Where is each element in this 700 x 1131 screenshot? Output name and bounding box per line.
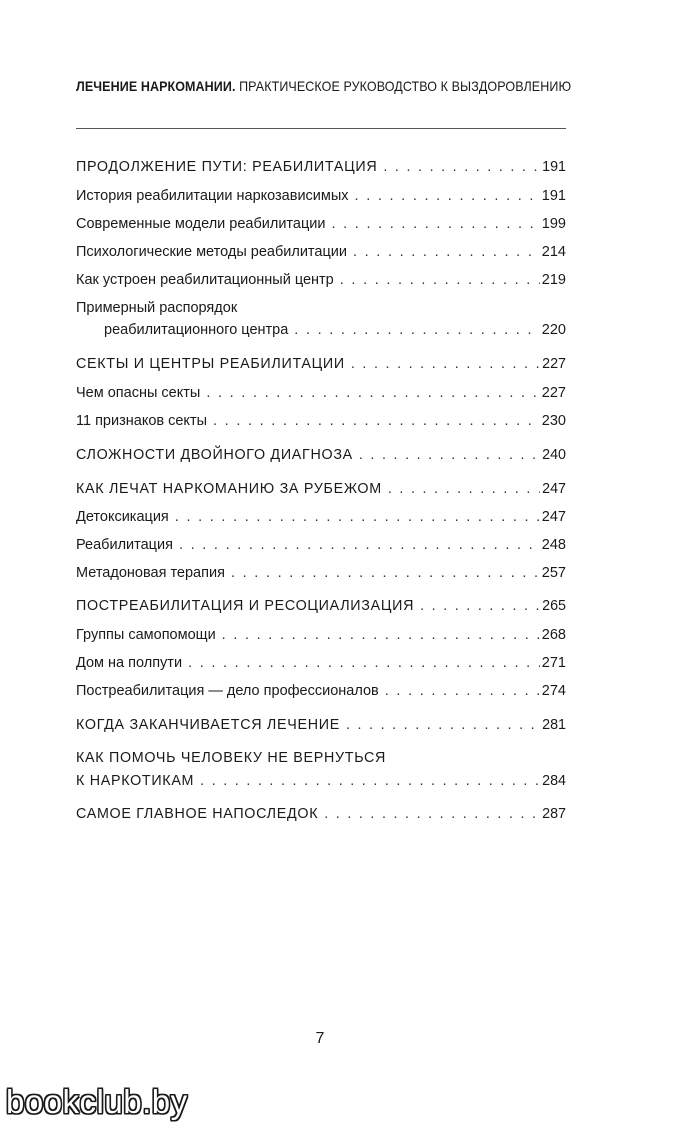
toc-chapter-entry[interactable]	[76, 446, 566, 464]
toc-entry-page: 214	[541, 244, 566, 260]
toc-entry-page: 248	[541, 537, 566, 553]
toc-leader-dots	[388, 480, 540, 498]
toc-chapter-entry[interactable]	[76, 716, 566, 734]
toc-section-entry[interactable]	[76, 412, 566, 430]
toc-chapter-entry[interactable]	[76, 158, 566, 176]
toc-entry-page: 268	[541, 627, 566, 643]
toc-entry-page: 191	[542, 159, 566, 175]
toc-entry-title: Дом на полпути	[76, 655, 183, 671]
toc-entry-title: КОГДА ЗАКАНЧИВАЕТСЯ ЛЕЧЕНИЕ	[76, 717, 340, 733]
header-rule	[76, 128, 566, 129]
toc-entry-page: 265	[542, 598, 566, 614]
toc-entry-page: 274	[541, 683, 566, 699]
toc-leader-dots	[188, 654, 540, 672]
toc-section-entry[interactable]	[76, 271, 566, 289]
toc-leader-dots	[359, 446, 540, 464]
toc-chapter-entry[interactable]	[76, 480, 566, 498]
toc-entry-page: 247	[542, 481, 566, 497]
toc-leader-dots	[200, 772, 540, 790]
toc-entry-title: Детоксикация	[76, 509, 169, 525]
toc-leader-dots	[420, 597, 540, 615]
toc-entry-page: 271	[541, 655, 566, 671]
toc-section-entry[interactable]	[76, 564, 566, 582]
toc-leader-dots	[331, 215, 539, 233]
toc-entry-title: 11 признаков секты	[76, 413, 208, 429]
toc-entry-title: Современные модели реабилитации	[76, 216, 326, 232]
toc-leader-dots	[294, 321, 540, 339]
toc-leader-dots	[355, 187, 540, 205]
toc-leader-dots	[383, 158, 540, 176]
toc-section-entry[interactable]	[76, 215, 566, 233]
toc-chapter-entry[interactable]	[76, 772, 566, 790]
toc-section-entry[interactable]	[76, 508, 566, 526]
toc-entry-title: реабилитационного центра	[104, 322, 289, 338]
toc-entry-title: История реабилитации наркозависимых	[76, 188, 349, 204]
toc-leader-dots	[385, 682, 540, 700]
toc-entry-page: 284	[542, 773, 566, 789]
toc-entry-title: КАК ЛЕЧАТ НАРКОМАНИЮ ЗА РУБЕЖОМ	[76, 481, 382, 497]
toc-entry-page: 199	[541, 216, 566, 232]
toc-leader-dots	[340, 271, 540, 289]
toc-section-entry[interactable]	[76, 321, 566, 339]
toc-entry-page: 219	[541, 272, 566, 288]
running-head-subtitle: ПРАКТИЧЕСКОЕ РУКОВОДСТВО К ВЫЗДОРОВЛЕНИЮ	[235, 79, 572, 94]
toc-entry-page: 227	[542, 356, 566, 372]
toc-leader-dots	[351, 355, 540, 373]
toc-entry-title: СЛОЖНОСТИ ДВОЙНОГО ДИАГНОЗА	[76, 447, 353, 463]
toc-leader-dots	[213, 412, 540, 430]
toc-section-entry[interactable]	[76, 626, 566, 644]
toc-leader-dots	[231, 564, 540, 582]
toc-entry-page: 191	[541, 188, 566, 204]
page-number: 7	[315, 1030, 325, 1047]
toc-leader-dots	[206, 384, 539, 402]
toc-chapter-entry[interactable]	[76, 355, 566, 373]
toc-entry-title: Постреабилитация — дело профессионалов	[76, 683, 379, 699]
toc-leader-dots	[179, 536, 540, 554]
toc-entry-title: Чем опасны секты	[76, 385, 201, 401]
toc-entry-title-line1: Примерный распорядок	[76, 300, 238, 316]
toc-chapter-entry[interactable]	[76, 805, 566, 823]
toc-entry-page: 281	[542, 717, 566, 733]
toc-entry-page: 240	[542, 447, 566, 463]
toc-entry-title: Психологические методы реабилитации	[76, 244, 347, 260]
watermark-logo: bookclub.by	[6, 1083, 188, 1120]
running-head	[76, 79, 572, 94]
toc-entry-page: 220	[541, 322, 566, 338]
toc-leader-dots	[175, 508, 540, 526]
toc-entry-title: Группы самопомощи	[76, 627, 216, 643]
toc-section-entry[interactable]	[76, 243, 566, 261]
toc-entry-title: К НАРКОТИКАМ	[76, 773, 195, 789]
toc-section-entry[interactable]	[76, 536, 566, 554]
toc-section-entry[interactable]	[76, 682, 566, 700]
toc-section-entry[interactable]	[76, 384, 566, 402]
toc-entry-page: 227	[541, 385, 566, 401]
toc-section-entry[interactable]	[76, 187, 566, 205]
toc-entry-title-line1: КАК ПОМОЧЬ ЧЕЛОВЕКУ НЕ ВЕРНУТЬСЯ	[76, 750, 387, 766]
toc-entry-title: САМОЕ ГЛАВНОЕ НАПОСЛЕДОК	[76, 806, 319, 822]
toc-entry-title: Как устроен реабилитационный центр	[76, 272, 334, 288]
toc-entry-page: 287	[542, 806, 566, 822]
toc-leader-dots	[222, 626, 540, 644]
toc-entry-page: 247	[541, 509, 566, 525]
running-head-book-title: ЛЕЧЕНИЕ НАРКОМАНИИ.	[76, 79, 236, 94]
toc-entry-title: Реабилитация	[76, 537, 173, 553]
toc-entry-page: 230	[541, 413, 566, 429]
toc-entry-title: Метадоновая терапия	[76, 565, 225, 581]
toc-entry-page: 257	[541, 565, 566, 581]
toc-leader-dots	[346, 716, 540, 734]
toc-leader-dots	[353, 243, 540, 261]
toc-chapter-entry[interactable]	[76, 597, 566, 615]
toc-entry-title: ПОСТРЕАБИЛИТАЦИЯ И РЕСОЦИАЛИЗАЦИЯ	[76, 598, 415, 614]
toc-entry-title: СЕКТЫ И ЦЕНТРЫ РЕАБИЛИТАЦИИ	[76, 356, 345, 372]
toc-leader-dots	[324, 805, 540, 823]
toc-section-entry[interactable]	[76, 654, 566, 672]
toc-entry-title: ПРОДОЛЖЕНИЕ ПУТИ: РЕАБИЛИТАЦИЯ	[76, 159, 378, 175]
